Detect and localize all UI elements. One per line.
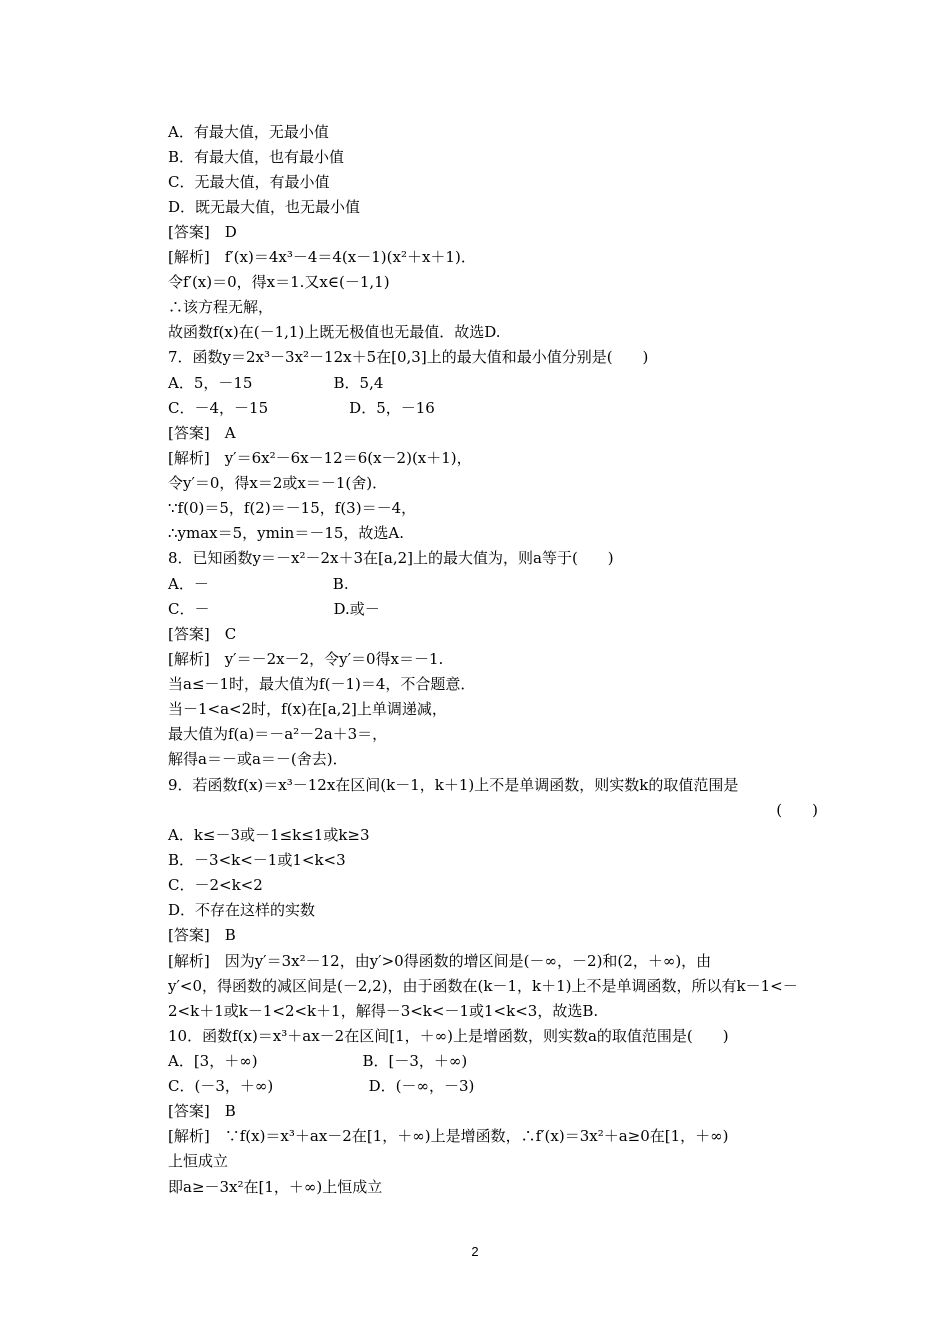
analysis-line: 上恒成立 (168, 1152, 229, 1170)
analysis-line: 解得a＝－或a＝－(舍去)． (168, 750, 348, 768)
option-line: D．不存在这样的实数 (168, 901, 316, 919)
option-line: C．－2<k<2 (168, 876, 263, 894)
analysis-line: ∴ymax＝5，ymin＝－15，故选A. (168, 524, 405, 542)
answer-line: [答案] A (168, 424, 236, 442)
question-line: 10．函数f(x)＝x³＋ax－2在区间[1，＋∞)上是增函数，则实数a的取值范围是( ) (168, 1027, 729, 1045)
analysis-line: 即a≥－3x²在[1，＋∞)上恒成立 (168, 1178, 383, 1196)
answer-blank: ( ) (776, 801, 818, 819)
analysis-line: 故函数f(x)在(－1,1)上既无极值也无最值．故选D. (168, 323, 501, 341)
option-line: C．无最大值，有最小值 (168, 173, 330, 191)
analysis-line: [解析] f′(x)＝4x³－4＝4(x－1)(x²＋x＋1)． (168, 248, 476, 266)
option-line: C．－ D.或－ (168, 600, 380, 618)
option-line: B．有最大值，也有最小值 (168, 148, 345, 166)
option-line: A．－ B. (168, 575, 349, 593)
analysis-line: 当－1<a<2时，f(x)在[a,2]上单调递减， (168, 700, 447, 718)
question-line: 7．函数y＝2x³－3x²－12x＋5在[0,3]上的最大值和最小值分别是( ) (168, 348, 649, 366)
option-line: B．－3<k<－1或1<k<3 (168, 851, 346, 869)
option-line: C．－4，－15 D．5，－16 (168, 399, 435, 417)
analysis-line: 令f′(x)＝0，得x＝1.又x∈(－1,1) (168, 273, 390, 291)
analysis-line: [解析] y′＝6x²－6x－12＝6(x－2)(x＋1)， (168, 449, 472, 467)
analysis-line: [解析] 因为y′＝3x²－12，由y′>0得函数的增区间是(－∞，－2)和(2，＋∞)，由 (168, 952, 712, 970)
answer-line: [答案] C (168, 625, 237, 643)
option-line: A．k≤－3或－1≤k≤1或k≥3 (168, 826, 370, 844)
answer-line: [答案] B (168, 1102, 236, 1120)
analysis-line: 最大值为f(a)＝－a²－2a＋3＝， (168, 725, 388, 743)
analysis-line: y′<0，得函数的减区间是(－2,2)，由于函数在(k－1，k＋1)上不是单调函数，所以有k－1<－ (168, 977, 798, 995)
analysis-line: 当a≤－1时，最大值为f(－1)＝4，不合题意． (168, 675, 476, 693)
question-line: 8．已知函数y＝－x²－2x＋3在[a,2]上的最大值为，则a等于( ) (168, 549, 614, 567)
option-line: A．5，－15 B．5,4 (168, 374, 384, 392)
option-line: A．[3，＋∞) B．[－3，＋∞) (168, 1052, 468, 1070)
option-line: C．(－3，＋∞) D．(－∞，－3) (168, 1077, 475, 1095)
option-line: A．有最大值，无最小值 (168, 123, 329, 141)
answer-line: [答案] B (168, 926, 236, 944)
page-number: 2 (471, 1244, 479, 1259)
answer-line: [答案] D (168, 223, 237, 241)
question-line: 9．若函数f(x)＝x³－12x在区间(k－1，k＋1)上不是单调函数，则实数k的取值范围是 (168, 776, 739, 794)
analysis-line: 2<k＋1或k－1<2<k＋1，解得－3<k<－1或1<k<3，故选B. (168, 1002, 599, 1020)
option-line: D．既无最大值，也无最小值 (168, 198, 361, 216)
analysis-line: ∴该方程无解， (168, 298, 274, 316)
analysis-line: [解析] ∵f(x)＝x³＋ax－2在[1，＋∞)上是增函数，∴f′(x)＝3x²＋a≥0在[1，＋∞) (168, 1127, 729, 1145)
analysis-line: ∵f(0)＝5，f(2)＝－15，f(3)＝－4， (168, 499, 417, 517)
analysis-line: [解析] y′＝－2x－2，令y′＝0得x＝－1. (168, 650, 444, 668)
analysis-line: 令y′＝0，得x＝2或x＝－1(舍)． (168, 474, 388, 492)
